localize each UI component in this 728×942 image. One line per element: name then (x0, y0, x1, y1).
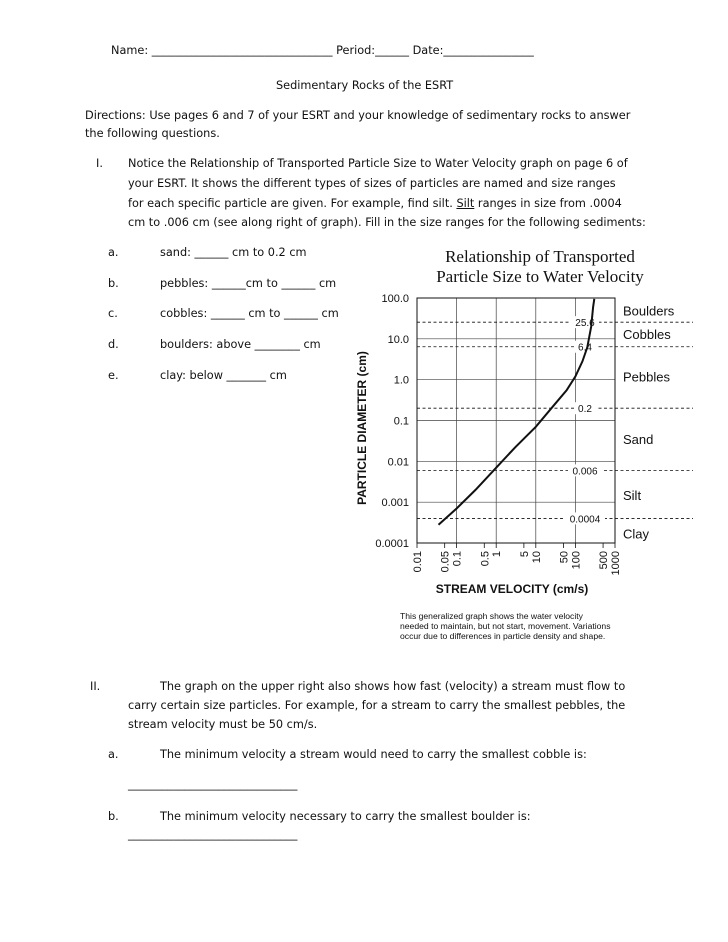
section-2-line-3: stream velocity must be 50 cm/s. (128, 718, 318, 731)
item-letter: a. (108, 246, 119, 259)
section-2-line-2: carry certain size particles. For example, for a stream to carry the smallest pebbles, the (128, 699, 626, 712)
directions-line-2: the following questions. (85, 127, 220, 140)
name-blank[interactable]: ________________________________ (151, 44, 333, 57)
chart-title-line-1: Relationship of Transported (445, 247, 635, 266)
item-pebbles[interactable]: pebbles: ______cm to ______ cm (160, 277, 337, 290)
y-tick-label: 10.0 (387, 333, 409, 346)
item-boulders[interactable]: boulders: above ________ cm (160, 338, 321, 351)
item-letter: b. (108, 810, 119, 823)
size-class-label: Boulders (623, 303, 675, 319)
period-blank[interactable]: ______ (375, 44, 410, 57)
chart-note-line-1: This generalized graph shows the water velocity (400, 611, 583, 621)
y-tick-label: 0.01 (387, 456, 409, 469)
y-tick-label: 100.0 (381, 293, 409, 305)
section-1-number: I. (96, 157, 103, 170)
item-letter: a. (108, 748, 119, 761)
y-tick-label: 0.1 (393, 415, 409, 428)
answer-blank-cobble[interactable]: ______________________________ (128, 778, 298, 791)
size-class-label: Sand (623, 432, 654, 448)
item-letter: e. (108, 369, 119, 382)
y-tick-label: 0.001 (381, 497, 409, 510)
chart-title-line-2: Particle Size to Water Velocity (436, 267, 644, 286)
size-class-label: Silt (623, 487, 642, 503)
date-blank[interactable]: ________________ (443, 44, 534, 57)
boundary-label: 0.2 (578, 404, 592, 416)
x-tick-label: 1 (491, 551, 504, 558)
velocity-curve (439, 299, 598, 525)
size-class-label: Cobbles (623, 327, 671, 343)
y-axis-label: PARTICLE DIAMETER (cm) (355, 351, 369, 505)
name-label: Name: (111, 44, 149, 57)
boundary-label: 0.006 (572, 466, 598, 478)
period-label: Period: (336, 44, 376, 57)
section-1-line-3-pre: for each specific particle are given. For example, find silt. (128, 197, 457, 210)
x-tick-label: 0.05 (439, 551, 452, 573)
x-tick-label: 5 (518, 551, 531, 558)
date-label: Date: (412, 44, 444, 57)
section-1-line-3-post: ranges in size from .0004 (474, 197, 622, 210)
x-tick-label: 50 (558, 551, 571, 564)
x-axis-label: STREAM VELOCITY (cm/s) (435, 582, 589, 596)
silt-underlined: Silt (456, 197, 475, 210)
section-1-line-1: Notice the Relationship of Transported Particle Size to Water Velocity graph on page 6 of (128, 157, 628, 170)
answer-blank-boulder[interactable]: ______________________________ (128, 828, 298, 841)
x-tick-label: 0.01 (412, 551, 424, 573)
section-2-number: II. (90, 680, 101, 693)
boundary-label: 6.4 (578, 342, 592, 354)
y-tick-label: 1.0 (393, 374, 409, 387)
page-title: Sedimentary Rocks of the ESRT (276, 79, 454, 92)
question-smallest-boulder: The minimum velocity necessary to carry the smallest boulder is: (160, 810, 531, 823)
item-sand[interactable]: sand: ______ cm to 0.2 cm (160, 246, 307, 259)
x-tick-label: 500 (598, 551, 611, 570)
y-tick-label: 0.0001 (375, 538, 409, 550)
item-letter: c. (108, 307, 118, 320)
item-clay[interactable]: clay: below _______ cm (160, 369, 287, 382)
size-class-label: Clay (623, 526, 650, 542)
item-letter: d. (108, 338, 119, 351)
item-cobbles[interactable]: cobbles: ______ cm to ______ cm (160, 307, 339, 320)
x-tick-label: 10 (530, 551, 543, 564)
x-tick-label: 100 (570, 551, 583, 570)
x-tick-label: 0.1 (451, 551, 464, 567)
chart-note-line-3: occur due to differences in particle density and shape. (400, 631, 606, 641)
question-smallest-cobble: The minimum velocity a stream would need to carry the smallest cobble is: (160, 748, 587, 761)
x-tick-label: 1000 (610, 551, 622, 576)
x-tick-label: 0.5 (479, 551, 492, 567)
section-2-line-1: The graph on the upper right also shows how fast (velocity) a stream must flow to (160, 680, 626, 693)
directions-line-1: Directions: Use pages 6 and 7 of your ESRT and your knowledge of sedimentary rocks to answer (85, 109, 631, 122)
particle-size-velocity-chart (355, 238, 695, 648)
header-line (111, 44, 534, 57)
size-class-label: Pebbles (623, 369, 670, 385)
boundary-label: 25.6 (575, 318, 595, 330)
boundary-label: 0.0004 (569, 514, 601, 526)
section-1-line-3 (128, 197, 622, 210)
section-1-line-4: cm to .006 cm (see along right of graph). Fill in the size ranges for the following sediments: (128, 216, 646, 229)
section-1-line-2: your ESRT. It shows the different types of sizes of particles are named and size ranges (128, 177, 616, 190)
chart-note-line-2: needed to maintain, but not start, movement. Variations (400, 621, 611, 631)
item-letter: b. (108, 277, 119, 290)
